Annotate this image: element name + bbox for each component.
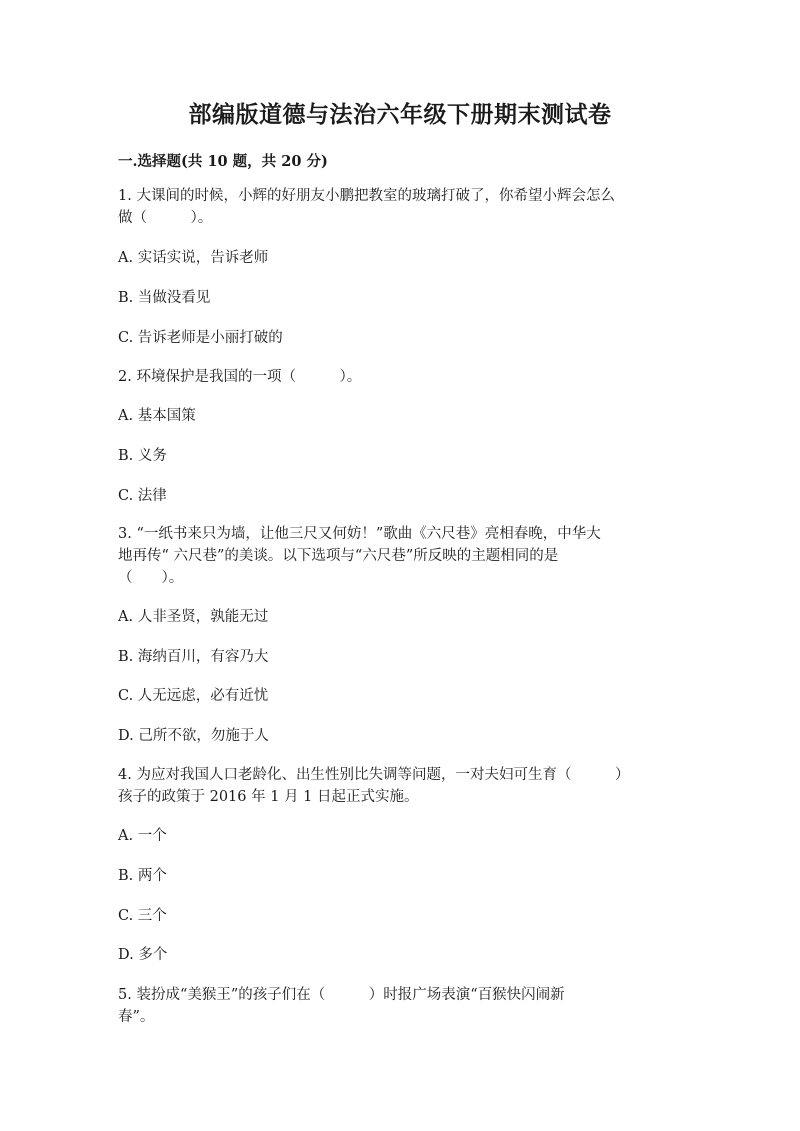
question-4-option-a: A. 一个 bbox=[118, 828, 167, 844]
question-1-option-a: A. 实话实说，告诉老师 bbox=[118, 250, 269, 266]
question-3-stem-line-2: 地再传“ 六尺巷”的美谈。以下选项与“六尺巷”所反映的主题相同的是 bbox=[118, 548, 559, 564]
question-1-option-b: B. 当做没看见 bbox=[118, 290, 211, 306]
question-4-option-b: B. 两个 bbox=[118, 868, 167, 884]
question-3-stem-line-3: （ ）。 bbox=[118, 570, 184, 586]
question-1-stem-line-2: 做（ ）。 bbox=[118, 210, 213, 226]
question-3-option-c: C. 人无远虑，必有近忧 bbox=[118, 688, 269, 704]
question-4-stem-line-1: 4. 为应对我国人口老龄化、出生性别比失调等问题，一对夫妇可生育（ ） bbox=[118, 767, 630, 783]
question-3-stem-line-1: 3. “一纸书来只为墙，让他三尺又何妨！”歌曲《六尺巷》亮相春晚，中华大 bbox=[118, 526, 601, 542]
question-2-option-b: B. 义务 bbox=[118, 448, 167, 464]
page-title: 部编版道德与法治六年级下册期末测试卷 bbox=[188, 101, 612, 128]
question-4-option-d: D. 多个 bbox=[118, 947, 168, 963]
question-2-option-c: C. 法律 bbox=[118, 488, 167, 504]
question-4-stem-line-2: 孩子的政策于 2016 年 1 月 1 日起正式实施。 bbox=[118, 789, 419, 805]
question-3-option-b: B. 海纳百川，有容乃大 bbox=[118, 649, 269, 665]
question-2-option-a: A. 基本国策 bbox=[118, 408, 196, 424]
question-3-option-a: A. 人非圣贤，孰能无过 bbox=[118, 609, 269, 625]
section-heading: 一.选择题(共 10 题，共 20 分) bbox=[118, 153, 328, 170]
question-1-option-c: C. 告诉老师是小丽打破的 bbox=[118, 330, 283, 346]
question-2-stem-line-1: 2. 环境保护是我国的一项（ ）。 bbox=[118, 369, 362, 385]
question-5-stem-line-2: 春”。 bbox=[118, 1009, 155, 1025]
question-1-stem-line-1: 1. 大课间的时候，小辉的好朋友小鹏把教室的玻璃打破了，你希望小辉会怎么 bbox=[118, 188, 615, 204]
question-4-option-c: C. 三个 bbox=[118, 908, 167, 924]
question-5-stem-line-1: 5. 装扮成“美猴王”的孩子们在（ ）时报广场表演“百猴快闪闹新 bbox=[118, 987, 565, 1003]
question-3-option-d: D. 己所不欲，勿施于人 bbox=[118, 728, 269, 744]
